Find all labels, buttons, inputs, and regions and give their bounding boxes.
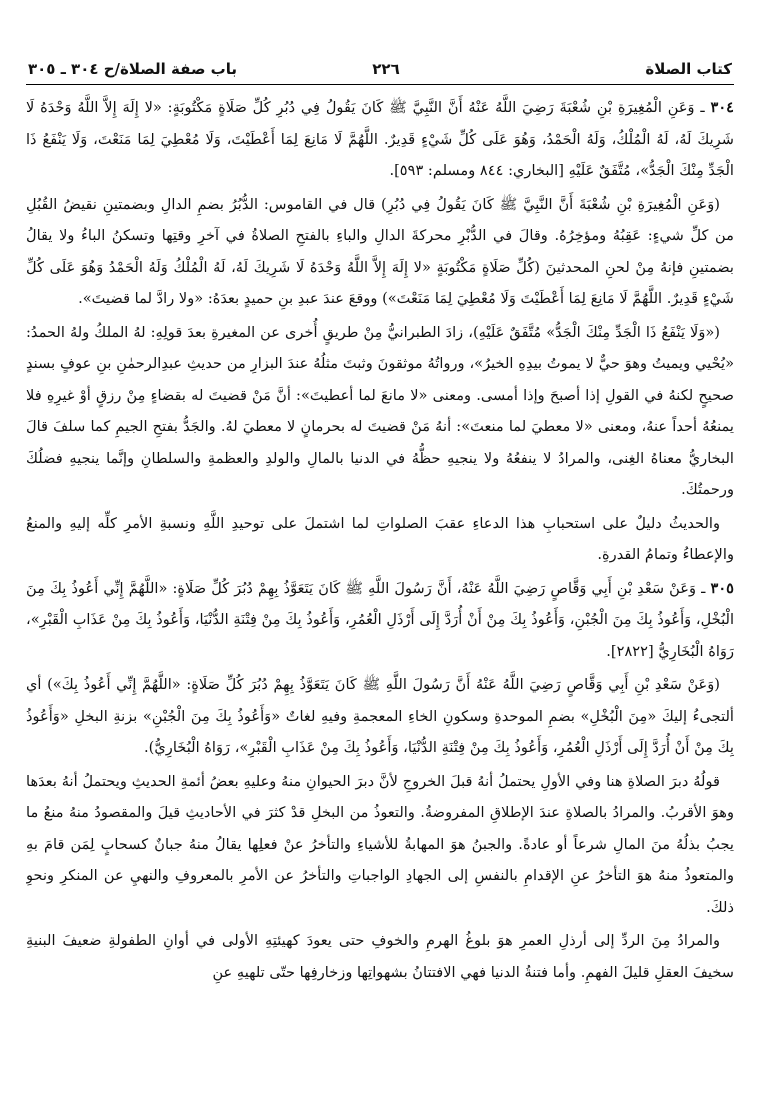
commentary-paragraph: والحديثُ دليلٌ على استحبابِ هذا الدعاءِ عقبَ الصلواتِ لما اشتملَ على توحيدِ اللَّهِ ونسبةِ الأمرِ كلِّه إليهِ والمنعُ والإعطاءُ وتمامُ القدرةِ. [26, 514, 734, 563]
hadith-text: ـ وَعَنْ سَعْدِ بْنِ أَبِي وَقَّاصٍ رَضِيَ اللَّهُ عَنْهُ، أَنَّ رَسُولَ اللَّهِ ﷺ كَانَ يَتَعَوَّذُ بِهِمْ دُبُرَ كُلِّ صَلَاةٍ: «اللَّهُمَّ إِنِّي أَعُوذُ بِكَ مِنَ الْبُخْلِ، وَأَعُوذُ بِكَ مِنَ الْجُبْنِ، وَأَعُوذُ بِكَ مِنْ أَنْ أُرَدَّ إِلَى أَرْذَلِ الْعُمُرِ، وَأَعُوذُ بِكَ مِنْ فِتْنَةِ الدُّنْيَا، وَأَعُوذُ بِكَ مِنْ عَذَابِ الْقَبْرِ»، رَوَاهُ الْبُخَارِيُّ [٢٨٢٢]. [26, 579, 734, 660]
page-header [26, 58, 734, 85]
hadith-number: ٣٠٥ [710, 579, 734, 597]
book-title: كتاب الصلاة [645, 60, 732, 78]
commentary-paragraph: قولُهُ دبرَ الصلاةِ هنا وفي الأولِ يحتملُ أنهُ قبلَ الخروجِ لأنَّ دبرَ الحيوانِ منهُ وعليهِ بعضُ أئمةِ الحديثِ ويحتملُ أنهُ بعدَها وهوَ الأقربُ. والمرادُ بالصلاةِ عندَ الإطلاقِ المفروضةُ. والتعوذُ من البخلِ قدْ كثرَ في الأحاديثِ قيلَ والمقصودُ منهُ منعُ ما يجبُ بذلُهُ منَ المالِ شرعاً أو عادةً. والجبنُ هوَ المهابةُ للأشياءِ والتأخرُ عنْ فعلِها يقالُ منهُ جبانٌ كسحابٍ لِمَن قامَ بهِ والمتعوذُ منهُ هوَ التأخرُ عنِ الإقدامِ بالنفسِ إلى الجهادِ الواجباتِ والتأخرُ عن الأمرِ بالمعروفِ والنهيِ عن المنكرِ ونحوِ ذلكَ. [26, 772, 734, 916]
hadith-number: ٣٠٤ [710, 99, 734, 116]
page-body [26, 92, 734, 1107]
commentary-paragraph: (وَعَنِ الْمُغِيرَةِ بْنِ شُعْبَةَ أَنَّ النَّبِيَّ ﷺ كَانَ يَقُولُ فِي دُبُرِ) قال في القاموس: الدُّبُرُ بضمِ الدالِ وبضمتينِ نقيضُ القُبُلِ من كلِّ شيءٍ: عَقِبُهُ ومؤخِرُهُ. وقالَ في الدُّبْرِ محركةَ الدالِ والباءِ بالفتحِ الصلاةُ في آخرِ وقتِها وتسكنُ الباءُ ولا يقالُ بضمتينِ فإنهُ مِنْ لحنِ المحدثينَ (كُلِّ صَلَاةٍ مَكْتُوبَةٍ «لا إِلَهَ إِلاَّ اللَّهُ وَحْدَهُ لَا شَرِيكَ لَهُ، لَهُ الْمُلْكُ وَلَهُ الْحَمْدُ وَهُوَ عَلَى كُلِّ شَيْءٍ قَدِيرٌ. اللَّهُمَّ لَا مَانِعَ لِمَا أَعْطَيْتَ وَلَا مُعْطِيَ لِمَا مَنَعْتَ») ووقعَ عندَ عبدِ بنِ حميدٍ بعدَهُ: «ولا رادَّ لما قضيتَ». [26, 195, 734, 307]
commentary-paragraph: والمرادُ مِنَ الردِّ إلى أرذلِ العمرِ هوَ بلوغُ الهرمِ والخوفِ حتى يعودَ كهيئتِهِ الأولى في أوانِ الطفولةِ ضعيفَ البنيةِ سخيفَ العقلِ قليلَ الفهمِ. وأما فتنةُ الدنيا فهي الافتتانُ بشهواتِها وزخارفِها حتّى تلهيهِ عنِ [26, 932, 734, 981]
page-number: ٢٢٦ [372, 60, 400, 78]
hadith-paragraph [26, 573, 734, 668]
hadith-paragraph [26, 92, 734, 187]
commentary-paragraph: («وَلَا يَنْفَعُ ذَا الْجَدِّ مِنْكَ الْجَدُّ» مُتَّفَقٌ عَلَيْهِ)، زادَ الطبرانيُّ مِنْ طريقٍ أُخرى عن المغيرةِ بعدَ قولِهِ: لهُ الملكُ ولهُ الحمدُ: «يُحْيي ويميتُ وهوَ حيٌّ لا يموتُ بيدِهِ الخيرُ»، ورواتُهُ موثقونَ وثبتَ مثلُهُ عندَ البزارِ من حديثِ عبدِالرحمٰنِ بنِ عوفٍ بسندٍ صحيحٍ لكنهُ في القولِ إذا أصبحَ وإذا أمسى. ومعنى «لا مانعَ لما أعطيتَ»: أنَّ مَنْ قضيتَ له بقضاءٍ مِنْ رزقٍ أوْ غيرِهِ فلا يمنعُهُ أحداً عنهُ، ومعنى «لا معطيَ لما منعتَ»: أنهُ مَنْ قضيتَ له بحرمانٍ لا معطيَ لهُ. والجَدُّ بفتحِ الجيمِ كما سلفَ قالَ البخاريُّ معناهُ الغِنى، والمرادُ لا ينفعُهُ ولا ينجيهِ حظُّهُ في الدنيا بالمالِ والولدِ والعظمةِ والسلطانِ وإنَّما ينجيهِ فضلُكَ ورحمتُكَ. [26, 323, 734, 498]
chapter-title: باب صفة الصلاة/ح ٣٠٤ ـ ٣٠٥ [28, 60, 237, 78]
commentary-paragraph: (وَعَنْ سَعْدِ بْنِ أَبِي وَقَّاصٍ رَضِيَ اللَّهُ عَنْهُ أَنَّ رَسُولَ اللَّهِ ﷺ كَانَ يَتَعَوَّذُ بِهِمْ دُبُرَ كُلِّ صَلَاةٍ: «اللَّهُمَّ إِنِّي أَعُوذُ بِكَ») أي ألتجىءُ إليكَ «مِنَ الْبُخْلِ» بضمِ الموحدةِ وسكونِ الخاءِ المعجمةِ وفيهِ لغاتٌ «وَأَعُوذُ بِكَ مِنَ الْجُبْنِ» بزنةِ البخلِ «وَأَعُوذُ بِكَ مِنْ أَنْ أُرَدَّ إِلَى أَرْذَلِ الْعُمُرِ، وَأَعُوذُ بِكَ مِنْ فِتْنَةِ الدُّنْيَا، وَأَعُوذُ بِكَ مِنْ عَذَابِ الْقَبْرِ»، رَوَاهُ الْبُخَارِيُّ). [26, 676, 734, 756]
hadith-text: ـ وَعَنِ الْمُغِيرَةِ بْنِ شُعْبَةَ رَضِيَ اللَّهُ عَنْهُ أَنَّ النَّبِيَّ ﷺ كَانَ يَقُولُ فِي دُبُرِ كُلِّ صَلَاةٍ مَكْتُوبَةٍ: «لا إِلَهَ إِلاَّ اللَّهُ وَحْدَهُ لَا شَرِيكَ لَهُ، لَهُ الْمُلْكُ، وَلَهُ الْحَمْدُ، وَهُوَ عَلَى كُلِّ شَيْءٍ قَدِيرٌ. اللَّهُمَّ لَا مَانِعَ لِمَا أَعْطَيْتَ، وَلَا مُعْطِيَ لِمَا مَنَعْتَ، وَلَا يَنْفَعُ ذَا الْجَدِّ مِنْكَ الْجَدُّ»، مُتَّفَقٌ عَلَيْهِ [البخاري: ٨٤٤ ومسلم: ٥٩٣]. [26, 99, 734, 179]
